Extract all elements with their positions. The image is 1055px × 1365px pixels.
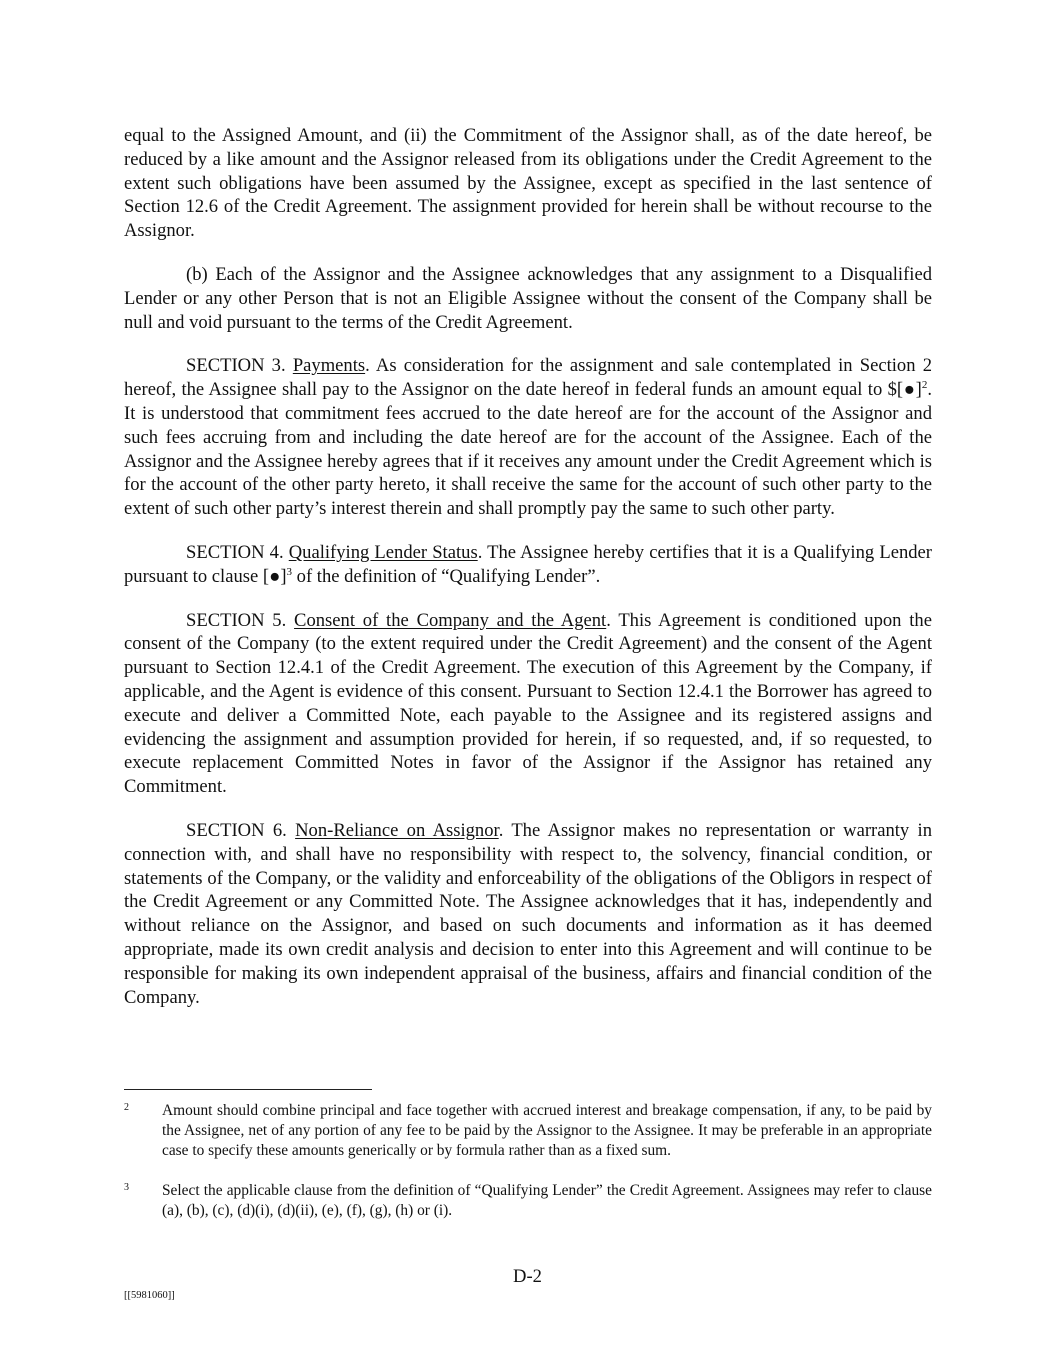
document-body (124, 124, 932, 1029)
section-number: SECTION 3. (186, 355, 286, 377)
section-4 (124, 541, 932, 589)
section-heading: Non-Reliance on Assignor (295, 819, 499, 841)
section-text: . It is understood that commitment fees accrued to the date hereof are for the account of the Assignor and such fees accruing from and including the date hereof are for the account of the Assignee. Each of the Assignor and the Assignee hereby agrees that if it receives any amount under the Credit Agreement which is for the account of the other party hereto, it shall receive the same for the account of such other party to the extent of such other party’s interest therein and shall promptly pay the same to such other party. (124, 379, 932, 520)
section-number: SECTION 6. (186, 819, 287, 841)
section-text: . This Agreement is conditioned upon the consent of the Company (to the extent required under the Credit Agreement) and the consent of the Agent pursuant to Section 12.4.1 of the Credit Agreement. The execution of this Agreement by the Company, if applicable, and the Agent is evidence of this consent. Pursuant to Section 12.4.1 the Borrower has agreed to execute and deliver a Committed Note, each payable to the Assignee and its registered assigns and evidencing the assignment and assumption provided for herein, if so requested, and, if so requested, to execute replacement Committed Notes in favor of the Assignor if the Assignor has retained any Commitment. (124, 609, 932, 798)
section-heading: Qualifying Lender Status (288, 541, 478, 563)
section-number: SECTION 5. (186, 609, 287, 631)
footnote-2 (124, 1101, 932, 1161)
footnote-text: Amount should combine principal and face together with accrued interest and breakage compensation, if any, to be paid by the Assignee, net of any portion of any fee to be paid by the Assignor to the Assignee. It may be preferable in an appropriate case to specify these amounts generically or by formula rather than as a fixed sum. (162, 1102, 932, 1159)
section-5 (124, 609, 932, 799)
section-heading: Consent of the Company and the Agent (294, 609, 607, 631)
footnote-divider (124, 1089, 372, 1090)
footnote-text: Select the applicable clause from the definition of “Qualifying Lender” the Credit Agreement. Assignees may refer to clause (a), (b), (c), (d)(i), (d)(ii), (e), (f), (g), (h) or (i). (162, 1182, 932, 1219)
footnote-number: 2 (124, 1102, 129, 1113)
document-id: [[5981060]] (124, 1290, 175, 1301)
section-text: . The Assignee hereby certifies that it is a Qualifying Lender pursuant to clause [●] (124, 541, 932, 587)
paragraph-clause-b: (b) Each of the Assignor and the Assignee acknowledges that any assignment to a Disqualified Lender or any other Person that is not an Eligible Assignee without the consent of the Company shall be null and void pursuant to the terms of the Credit Agreement. (124, 263, 932, 333)
section-text: of the definition of “Qualifying Lender”. (292, 565, 601, 587)
footnote-ref[interactable]: 2 (921, 379, 928, 392)
footnote-3 (124, 1181, 932, 1221)
footnotes (124, 1101, 932, 1241)
paragraph-continuation: equal to the Assigned Amount, and (ii) the Commitment of the Assignor shall, as of the date hereof, be reduced by a like amount and the Assignor released from its obligations under the Credit Agreement to the extent such obligations have been assumed by the Assignee, except as specified in the last sentence of Section 12.6 of the Credit Agreement. The assignment provided for herein shall be without recourse to the Assignor. (124, 125, 932, 242)
section-text: . As consideration for the assignment and sale contemplated in Section 2 hereof, the Assignee shall pay to the Assignor on the date hereof in federal funds an amount equal to $[●] (124, 355, 932, 401)
section-3 (124, 354, 932, 521)
section-heading: Payments (292, 355, 366, 377)
section-text: . The Assignor makes no representation or warranty in connection with, and shall have no responsibility with respect to, the solvency, financial condition, or statements of the Company, or the validity and enforceability of the obligations of the Obligors in respect of the Credit Agreement or any Committed Note. The Assignee acknowledges that it has, independently and without reliance on the Assignor, and based on such documents and information as it has deemed appropriate, made its own credit analysis and decision to enter into this Agreement and will continue to be responsible for making its own independent appraisal of the business, affairs and financial condition of the Company. (124, 819, 932, 1008)
page-number: D-2 (513, 1266, 542, 1287)
footnote-number: 3 (124, 1182, 129, 1193)
footnote-ref[interactable]: 3 (286, 565, 293, 578)
section-number: SECTION 4. (186, 541, 284, 563)
section-6 (124, 819, 932, 1009)
